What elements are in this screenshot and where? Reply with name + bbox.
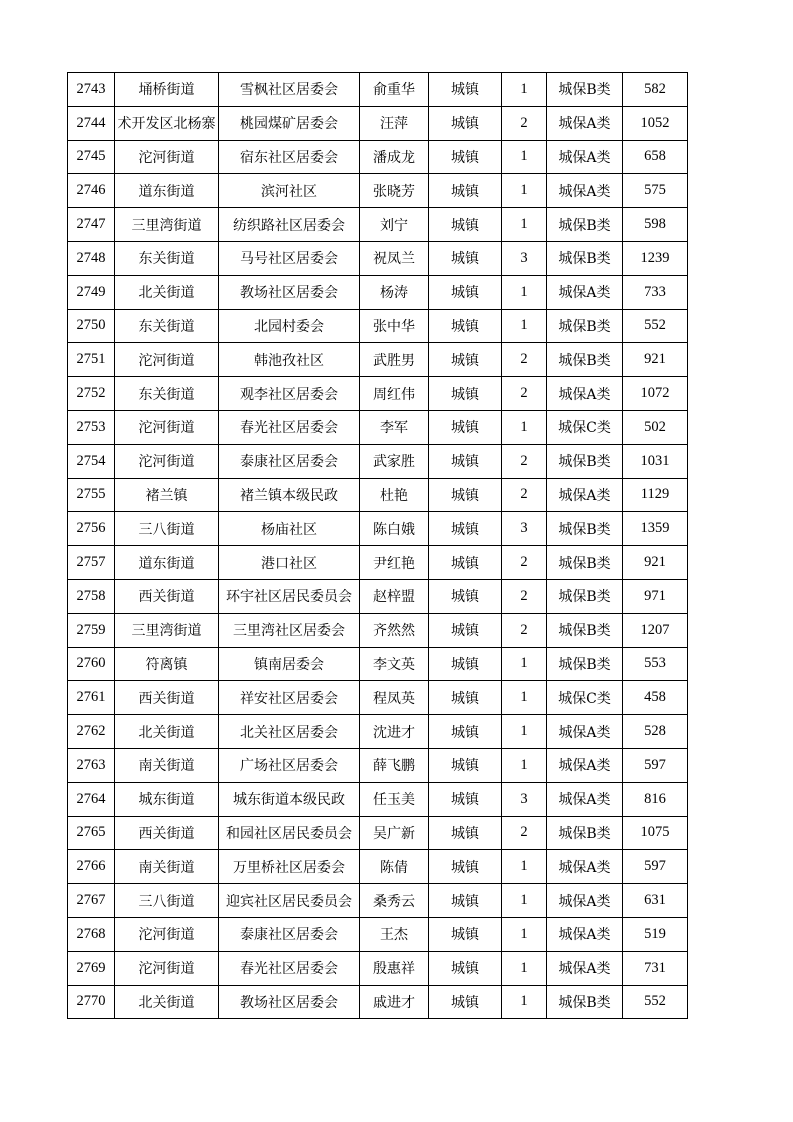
household-type-cell: 城镇 — [429, 681, 502, 715]
person-name-cell: 吴广新 — [360, 816, 429, 850]
community-cell: 纺织路社区居委会 — [219, 208, 360, 242]
street-cell: 沱河街道 — [115, 410, 219, 444]
household-type-cell: 城镇 — [429, 410, 502, 444]
serial-number-cell: 2762 — [68, 715, 115, 749]
street-cell: 北关街道 — [115, 715, 219, 749]
person-name-cell: 祝凤兰 — [360, 241, 429, 275]
community-cell: 韩池孜社区 — [219, 343, 360, 377]
member-count-cell: 1 — [502, 208, 547, 242]
street-cell: 沱河街道 — [115, 444, 219, 478]
street-cell: 道东街道 — [115, 174, 219, 208]
street-cell: 褚兰镇 — [115, 478, 219, 512]
member-count-cell: 1 — [502, 275, 547, 309]
table-row — [68, 73, 688, 107]
amount-cell: 733 — [623, 275, 688, 309]
table-row — [68, 343, 688, 377]
community-cell: 马号社区居委会 — [219, 241, 360, 275]
street-cell: 西关街道 — [115, 816, 219, 850]
person-name-cell: 桑秀云 — [360, 884, 429, 918]
household-type-cell: 城镇 — [429, 512, 502, 546]
community-cell: 滨河社区 — [219, 174, 360, 208]
category-cell: 城保A类 — [547, 917, 623, 951]
category-cell: 城保A类 — [547, 478, 623, 512]
amount-cell: 1239 — [623, 241, 688, 275]
street-cell: 沱河街道 — [115, 951, 219, 985]
household-type-cell: 城镇 — [429, 816, 502, 850]
serial-number-cell: 2750 — [68, 309, 115, 343]
table-row — [68, 241, 688, 275]
amount-cell: 552 — [623, 309, 688, 343]
amount-cell: 528 — [623, 715, 688, 749]
community-cell: 镇南居委会 — [219, 647, 360, 681]
serial-number-cell: 2764 — [68, 782, 115, 816]
table-row — [68, 681, 688, 715]
community-cell: 教场社区居委会 — [219, 275, 360, 309]
serial-number-cell: 2759 — [68, 613, 115, 647]
member-count-cell: 1 — [502, 410, 547, 444]
amount-cell: 921 — [623, 343, 688, 377]
street-cell: 东关街道 — [115, 241, 219, 275]
community-cell: 城东街道本级民政 — [219, 782, 360, 816]
community-cell: 桃园煤矿居委会 — [219, 106, 360, 140]
serial-number-cell: 2747 — [68, 208, 115, 242]
table-row — [68, 174, 688, 208]
person-name-cell: 杨涛 — [360, 275, 429, 309]
community-cell: 观李社区居委会 — [219, 377, 360, 411]
serial-number-cell: 2745 — [68, 140, 115, 174]
member-count-cell: 2 — [502, 579, 547, 613]
amount-cell: 1072 — [623, 377, 688, 411]
serial-number-cell: 2767 — [68, 884, 115, 918]
person-name-cell: 张晓芳 — [360, 174, 429, 208]
category-cell: 城保B类 — [547, 579, 623, 613]
amount-cell: 731 — [623, 951, 688, 985]
member-count-cell: 2 — [502, 377, 547, 411]
person-name-cell: 俞重华 — [360, 73, 429, 107]
household-type-cell: 城镇 — [429, 73, 502, 107]
serial-number-cell: 2743 — [68, 73, 115, 107]
category-cell: 城保B类 — [547, 816, 623, 850]
table-row — [68, 309, 688, 343]
street-cell: 三里湾街道 — [115, 613, 219, 647]
person-name-cell: 殷惠祥 — [360, 951, 429, 985]
person-name-cell: 陈白娥 — [360, 512, 429, 546]
household-type-cell: 城镇 — [429, 309, 502, 343]
serial-number-cell: 2749 — [68, 275, 115, 309]
table-row — [68, 917, 688, 951]
table-row — [68, 985, 688, 1019]
category-cell: 城保A类 — [547, 377, 623, 411]
person-name-cell: 李文英 — [360, 647, 429, 681]
member-count-cell: 1 — [502, 140, 547, 174]
amount-cell: 1129 — [623, 478, 688, 512]
community-cell: 教场社区居委会 — [219, 985, 360, 1019]
category-cell: 城保C类 — [547, 410, 623, 444]
member-count-cell: 1 — [502, 884, 547, 918]
household-type-cell: 城镇 — [429, 917, 502, 951]
community-cell: 广场社区居委会 — [219, 748, 360, 782]
community-cell: 和园社区居民委员会 — [219, 816, 360, 850]
category-cell: 城保B类 — [547, 512, 623, 546]
household-type-cell: 城镇 — [429, 884, 502, 918]
household-type-cell: 城镇 — [429, 613, 502, 647]
household-type-cell: 城镇 — [429, 478, 502, 512]
serial-number-cell: 2766 — [68, 850, 115, 884]
street-cell: 埇桥街道 — [115, 73, 219, 107]
street-cell: 三八街道 — [115, 884, 219, 918]
table-row — [68, 275, 688, 309]
table-row — [68, 208, 688, 242]
member-count-cell: 1 — [502, 850, 547, 884]
amount-cell: 1207 — [623, 613, 688, 647]
street-cell: 沱河街道 — [115, 140, 219, 174]
category-cell: 城保B类 — [547, 309, 623, 343]
community-cell: 春光社区居委会 — [219, 410, 360, 444]
household-type-cell: 城镇 — [429, 174, 502, 208]
category-cell: 城保A类 — [547, 850, 623, 884]
table-row — [68, 782, 688, 816]
community-cell: 港口社区 — [219, 546, 360, 580]
person-name-cell: 齐然然 — [360, 613, 429, 647]
serial-number-cell: 2751 — [68, 343, 115, 377]
household-type-cell: 城镇 — [429, 748, 502, 782]
street-cell: 沱河街道 — [115, 917, 219, 951]
serial-number-cell: 2756 — [68, 512, 115, 546]
member-count-cell: 2 — [502, 478, 547, 512]
household-type-cell: 城镇 — [429, 208, 502, 242]
serial-number-cell: 2760 — [68, 647, 115, 681]
amount-cell: 553 — [623, 647, 688, 681]
serial-number-cell: 2761 — [68, 681, 115, 715]
person-name-cell: 刘宁 — [360, 208, 429, 242]
category-cell: 城保A类 — [547, 174, 623, 208]
member-count-cell: 3 — [502, 782, 547, 816]
amount-cell: 1359 — [623, 512, 688, 546]
member-count-cell: 2 — [502, 444, 547, 478]
person-name-cell: 尹红艳 — [360, 546, 429, 580]
person-name-cell: 李军 — [360, 410, 429, 444]
category-cell: 城保A类 — [547, 275, 623, 309]
table-row — [68, 512, 688, 546]
community-cell: 三里湾社区居委会 — [219, 613, 360, 647]
person-name-cell: 沈进才 — [360, 715, 429, 749]
serial-number-cell: 2770 — [68, 985, 115, 1019]
member-count-cell: 2 — [502, 613, 547, 647]
street-cell: 南关街道 — [115, 748, 219, 782]
amount-cell: 971 — [623, 579, 688, 613]
category-cell: 城保A类 — [547, 140, 623, 174]
amount-cell: 631 — [623, 884, 688, 918]
person-name-cell: 周红伟 — [360, 377, 429, 411]
member-count-cell: 2 — [502, 546, 547, 580]
table-row — [68, 444, 688, 478]
member-count-cell: 2 — [502, 816, 547, 850]
member-count-cell: 1 — [502, 985, 547, 1019]
person-name-cell: 任玉美 — [360, 782, 429, 816]
household-type-cell: 城镇 — [429, 546, 502, 580]
person-name-cell: 张中华 — [360, 309, 429, 343]
serial-number-cell: 2768 — [68, 917, 115, 951]
table-row — [68, 647, 688, 681]
table-row — [68, 546, 688, 580]
community-cell: 北园村委会 — [219, 309, 360, 343]
member-count-cell: 1 — [502, 951, 547, 985]
community-cell: 雪枫社区居委会 — [219, 73, 360, 107]
household-type-cell: 城镇 — [429, 343, 502, 377]
community-cell: 春光社区居委会 — [219, 951, 360, 985]
table-row — [68, 748, 688, 782]
serial-number-cell: 2744 — [68, 106, 115, 140]
household-type-cell: 城镇 — [429, 579, 502, 613]
table-row — [68, 850, 688, 884]
category-cell: 城保B类 — [547, 613, 623, 647]
community-cell: 环宇社区居民委员会 — [219, 579, 360, 613]
category-cell: 城保C类 — [547, 681, 623, 715]
category-cell: 城保A类 — [547, 106, 623, 140]
assistance-roster-table — [67, 72, 688, 1019]
household-type-cell: 城镇 — [429, 444, 502, 478]
household-type-cell: 城镇 — [429, 985, 502, 1019]
person-name-cell: 薛飞鹏 — [360, 748, 429, 782]
amount-cell: 597 — [623, 850, 688, 884]
person-name-cell: 程凤英 — [360, 681, 429, 715]
person-name-cell: 赵梓盟 — [360, 579, 429, 613]
person-name-cell: 汪萍 — [360, 106, 429, 140]
amount-cell: 582 — [623, 73, 688, 107]
household-type-cell: 城镇 — [429, 140, 502, 174]
person-name-cell: 戚进才 — [360, 985, 429, 1019]
person-name-cell: 武家胜 — [360, 444, 429, 478]
serial-number-cell: 2755 — [68, 478, 115, 512]
street-cell: 东关街道 — [115, 309, 219, 343]
community-cell: 泰康社区居委会 — [219, 917, 360, 951]
category-cell: 城保B类 — [547, 343, 623, 377]
table-row — [68, 410, 688, 444]
table-row — [68, 884, 688, 918]
household-type-cell: 城镇 — [429, 106, 502, 140]
member-count-cell: 1 — [502, 681, 547, 715]
table-row — [68, 377, 688, 411]
table-row — [68, 816, 688, 850]
household-type-cell: 城镇 — [429, 782, 502, 816]
amount-cell: 519 — [623, 917, 688, 951]
person-name-cell: 杜艳 — [360, 478, 429, 512]
member-count-cell: 3 — [502, 241, 547, 275]
amount-cell: 575 — [623, 174, 688, 208]
household-type-cell: 城镇 — [429, 377, 502, 411]
community-cell: 迎宾社区居民委员会 — [219, 884, 360, 918]
street-cell: 北关街道 — [115, 275, 219, 309]
table-row — [68, 140, 688, 174]
household-type-cell: 城镇 — [429, 850, 502, 884]
household-type-cell: 城镇 — [429, 647, 502, 681]
community-cell: 万里桥社区居委会 — [219, 850, 360, 884]
serial-number-cell: 2748 — [68, 241, 115, 275]
serial-number-cell: 2753 — [68, 410, 115, 444]
serial-number-cell: 2754 — [68, 444, 115, 478]
street-cell: 术开发区北杨寨 — [115, 106, 219, 140]
category-cell: 城保A类 — [547, 951, 623, 985]
street-cell: 三八街道 — [115, 512, 219, 546]
category-cell: 城保B类 — [547, 444, 623, 478]
table-row — [68, 951, 688, 985]
street-cell: 东关街道 — [115, 377, 219, 411]
serial-number-cell: 2758 — [68, 579, 115, 613]
category-cell: 城保B类 — [547, 985, 623, 1019]
household-type-cell: 城镇 — [429, 241, 502, 275]
amount-cell: 598 — [623, 208, 688, 242]
amount-cell: 658 — [623, 140, 688, 174]
street-cell: 符离镇 — [115, 647, 219, 681]
member-count-cell: 2 — [502, 106, 547, 140]
community-cell: 杨庙社区 — [219, 512, 360, 546]
member-count-cell: 1 — [502, 917, 547, 951]
member-count-cell: 1 — [502, 748, 547, 782]
community-cell: 泰康社区居委会 — [219, 444, 360, 478]
category-cell: 城保B类 — [547, 241, 623, 275]
household-type-cell: 城镇 — [429, 715, 502, 749]
serial-number-cell: 2769 — [68, 951, 115, 985]
street-cell: 南关街道 — [115, 850, 219, 884]
person-name-cell: 武胜男 — [360, 343, 429, 377]
household-type-cell: 城镇 — [429, 275, 502, 309]
amount-cell: 597 — [623, 748, 688, 782]
member-count-cell: 1 — [502, 309, 547, 343]
amount-cell: 1031 — [623, 444, 688, 478]
member-count-cell: 1 — [502, 647, 547, 681]
person-name-cell: 陈倩 — [360, 850, 429, 884]
category-cell: 城保A类 — [547, 884, 623, 918]
street-cell: 沱河街道 — [115, 343, 219, 377]
member-count-cell: 2 — [502, 343, 547, 377]
amount-cell: 458 — [623, 681, 688, 715]
serial-number-cell: 2757 — [68, 546, 115, 580]
serial-number-cell: 2746 — [68, 174, 115, 208]
person-name-cell: 潘成龙 — [360, 140, 429, 174]
street-cell: 三里湾街道 — [115, 208, 219, 242]
member-count-cell: 1 — [502, 73, 547, 107]
category-cell: 城保A类 — [547, 782, 623, 816]
category-cell: 城保A类 — [547, 748, 623, 782]
table-row — [68, 478, 688, 512]
amount-cell: 552 — [623, 985, 688, 1019]
serial-number-cell: 2765 — [68, 816, 115, 850]
table-row — [68, 579, 688, 613]
serial-number-cell: 2763 — [68, 748, 115, 782]
person-name-cell: 王杰 — [360, 917, 429, 951]
category-cell: 城保A类 — [547, 715, 623, 749]
street-cell: 西关街道 — [115, 681, 219, 715]
amount-cell: 921 — [623, 546, 688, 580]
serial-number-cell: 2752 — [68, 377, 115, 411]
table-body — [68, 73, 688, 1019]
community-cell: 北关社区居委会 — [219, 715, 360, 749]
category-cell: 城保B类 — [547, 208, 623, 242]
street-cell: 西关街道 — [115, 579, 219, 613]
community-cell: 宿东社区居委会 — [219, 140, 360, 174]
member-count-cell: 1 — [502, 715, 547, 749]
category-cell: 城保B类 — [547, 73, 623, 107]
street-cell: 城东街道 — [115, 782, 219, 816]
category-cell: 城保B类 — [547, 647, 623, 681]
household-type-cell: 城镇 — [429, 951, 502, 985]
amount-cell: 816 — [623, 782, 688, 816]
street-cell: 北关街道 — [115, 985, 219, 1019]
community-cell: 褚兰镇本级民政 — [219, 478, 360, 512]
table-row — [68, 613, 688, 647]
community-cell: 祥安社区居委会 — [219, 681, 360, 715]
street-cell: 道东街道 — [115, 546, 219, 580]
amount-cell: 502 — [623, 410, 688, 444]
member-count-cell: 3 — [502, 512, 547, 546]
table-row — [68, 715, 688, 749]
amount-cell: 1052 — [623, 106, 688, 140]
table-row — [68, 106, 688, 140]
category-cell: 城保B类 — [547, 546, 623, 580]
member-count-cell: 1 — [502, 174, 547, 208]
amount-cell: 1075 — [623, 816, 688, 850]
